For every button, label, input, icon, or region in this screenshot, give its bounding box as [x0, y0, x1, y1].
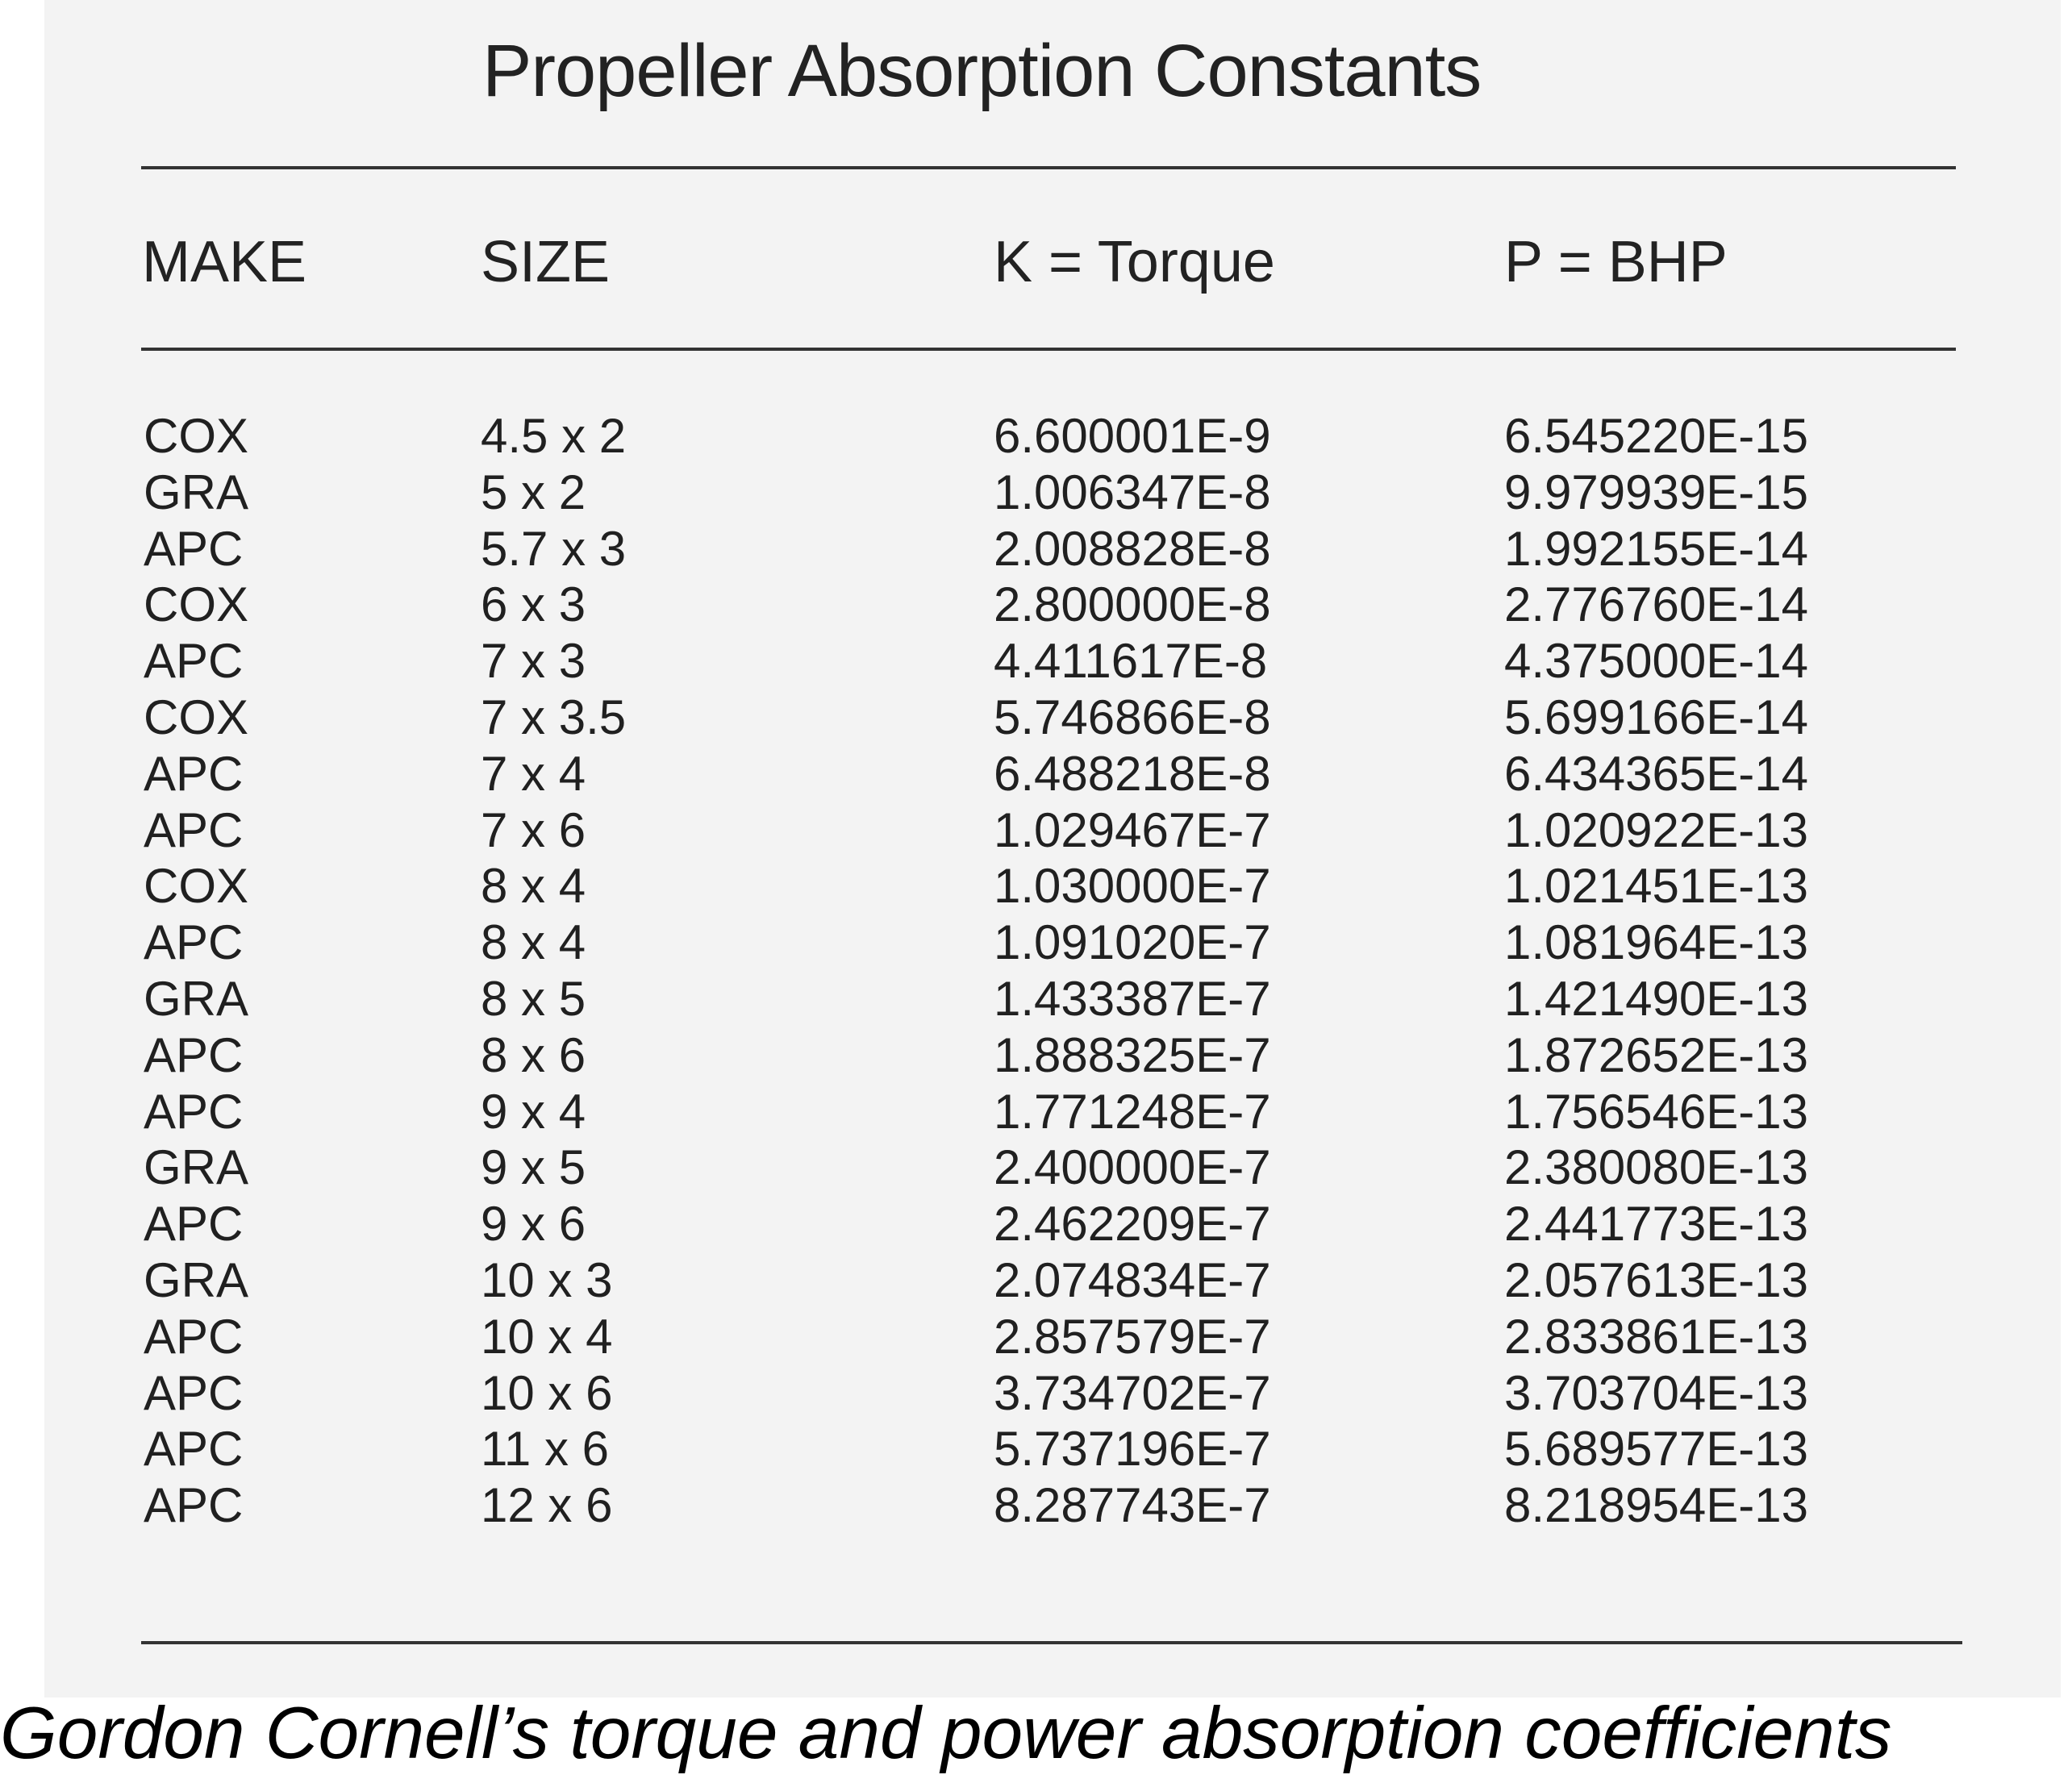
make-cell: APC: [144, 634, 244, 689]
make-cell: GRA: [144, 971, 249, 1026]
table-row: [0, 1365, 2072, 1422]
table-row: [0, 1421, 2072, 1477]
size-cell: 10 x 3: [481, 1252, 613, 1307]
make-cell: APC: [144, 915, 244, 970]
table-row: [0, 858, 2072, 914]
bhp-cell: 4.375000E-14: [1504, 634, 1808, 689]
make-cell: APC: [144, 746, 244, 801]
bhp-cell: 6.434365E-14: [1504, 746, 1808, 801]
header-rule: [141, 348, 1956, 351]
torque-cell: 8.287743E-7: [994, 1478, 1271, 1533]
size-cell: 11 x 6: [481, 1422, 609, 1477]
top-rule: [141, 166, 1956, 169]
make-cell: COX: [144, 689, 249, 744]
size-cell: 8 x 4: [481, 859, 586, 914]
bhp-cell: 5.699166E-14: [1504, 689, 1808, 744]
torque-cell: 1.030000E-7: [994, 859, 1271, 914]
table-row: [0, 689, 2072, 746]
size-cell: 5.7 x 3: [481, 521, 627, 576]
torque-cell: 3.734702E-7: [994, 1365, 1271, 1420]
bhp-cell: 1.020922E-13: [1504, 802, 1808, 857]
size-cell: 4.5 x 2: [481, 409, 627, 463]
torque-cell: 1.091020E-7: [994, 915, 1271, 970]
torque-cell: 2.008828E-8: [994, 521, 1271, 576]
make-cell: APC: [144, 1309, 244, 1364]
bhp-cell: 2.057613E-13: [1504, 1252, 1808, 1307]
table-row: [0, 1477, 2072, 1534]
bhp-cell: 5.689577E-13: [1504, 1422, 1808, 1477]
column-header-make: MAKE: [142, 230, 307, 294]
size-cell: 7 x 6: [481, 802, 586, 857]
size-cell: 9 x 4: [481, 1084, 586, 1139]
size-cell: 10 x 4: [481, 1309, 613, 1364]
torque-cell: 1.771248E-7: [994, 1084, 1271, 1139]
make-cell: APC: [144, 1422, 244, 1477]
torque-cell: 1.888325E-7: [994, 1027, 1271, 1082]
make-cell: APC: [144, 1027, 244, 1082]
size-cell: 12 x 6: [481, 1478, 613, 1533]
table-row: [0, 633, 2072, 689]
make-cell: APC: [144, 521, 244, 576]
table-row: [0, 521, 2072, 577]
table-row: [0, 408, 2072, 464]
column-header-torque: K = Torque: [994, 230, 1275, 294]
torque-cell: 6.488218E-8: [994, 746, 1271, 801]
bhp-cell: 1.756546E-13: [1504, 1084, 1808, 1139]
table-row: [0, 1196, 2072, 1252]
table-row: [0, 464, 2072, 521]
table-row: [0, 914, 2072, 971]
data-table: [0, 408, 2072, 1534]
bhp-cell: 1.021451E-13: [1504, 859, 1808, 914]
bhp-cell: 2.776760E-14: [1504, 577, 1808, 632]
torque-cell: 5.746866E-8: [994, 689, 1271, 744]
make-cell: GRA: [144, 1140, 249, 1195]
bhp-cell: 2.833861E-13: [1504, 1309, 1808, 1364]
bhp-cell: 3.703704E-13: [1504, 1365, 1808, 1420]
table-row: [0, 802, 2072, 859]
table-row: [0, 1084, 2072, 1140]
size-cell: 10 x 6: [481, 1365, 613, 1420]
size-cell: 6 x 3: [481, 577, 586, 632]
column-header-bhp: P = BHP: [1504, 230, 1728, 294]
bhp-cell: 2.380080E-13: [1504, 1140, 1808, 1195]
size-cell: 8 x 5: [481, 971, 586, 1026]
figure-caption: Gordon Cornell’s torque and power absorption coefficients: [0, 1693, 1892, 1774]
bhp-cell: 1.872652E-13: [1504, 1027, 1808, 1082]
torque-cell: 2.074834E-7: [994, 1252, 1271, 1307]
make-cell: APC: [144, 1478, 244, 1533]
bhp-cell: 1.421490E-13: [1504, 971, 1808, 1026]
make-cell: APC: [144, 1365, 244, 1420]
size-cell: 7 x 3: [481, 634, 586, 689]
table-row: [0, 577, 2072, 633]
bhp-cell: 1.992155E-14: [1504, 521, 1808, 576]
make-cell: GRA: [144, 464, 249, 519]
bhp-cell: 6.545220E-15: [1504, 409, 1808, 463]
bhp-cell: 2.441773E-13: [1504, 1197, 1808, 1252]
size-cell: 9 x 5: [481, 1140, 586, 1195]
bottom-rule: [141, 1641, 1962, 1644]
table-row: [0, 1027, 2072, 1084]
size-cell: 8 x 6: [481, 1027, 586, 1082]
torque-cell: 1.029467E-7: [994, 802, 1271, 857]
make-cell: COX: [144, 859, 249, 914]
torque-cell: 2.800000E-8: [994, 577, 1271, 632]
torque-cell: 6.600001E-9: [994, 409, 1271, 463]
table-row: [0, 746, 2072, 802]
make-cell: APC: [144, 802, 244, 857]
size-cell: 8 x 4: [481, 915, 586, 970]
torque-cell: 2.462209E-7: [994, 1197, 1271, 1252]
torque-cell: 4.411617E-8: [994, 634, 1268, 689]
page-title: Propeller Absorption Constants: [482, 30, 1482, 112]
bhp-cell: 1.081964E-13: [1504, 915, 1808, 970]
bhp-cell: 9.979939E-15: [1504, 464, 1808, 519]
size-cell: 7 x 4: [481, 746, 586, 801]
size-cell: 5 x 2: [481, 464, 586, 519]
table-row: [0, 1139, 2072, 1196]
bhp-cell: 8.218954E-13: [1504, 1478, 1808, 1533]
make-cell: COX: [144, 577, 249, 632]
table-row: [0, 971, 2072, 1027]
make-cell: GRA: [144, 1252, 249, 1307]
make-cell: APC: [144, 1084, 244, 1139]
column-header-size: SIZE: [481, 230, 611, 294]
torque-cell: 1.433387E-7: [994, 971, 1271, 1026]
torque-cell: 2.400000E-7: [994, 1140, 1271, 1195]
size-cell: 7 x 3.5: [481, 689, 627, 744]
size-cell: 9 x 6: [481, 1197, 586, 1252]
torque-cell: 5.737196E-7: [994, 1422, 1271, 1477]
torque-cell: 1.006347E-8: [994, 464, 1271, 519]
table-row: [0, 1309, 2072, 1365]
make-cell: APC: [144, 1197, 244, 1252]
torque-cell: 2.857579E-7: [994, 1309, 1271, 1364]
table-row: [0, 1252, 2072, 1309]
make-cell: COX: [144, 409, 249, 463]
